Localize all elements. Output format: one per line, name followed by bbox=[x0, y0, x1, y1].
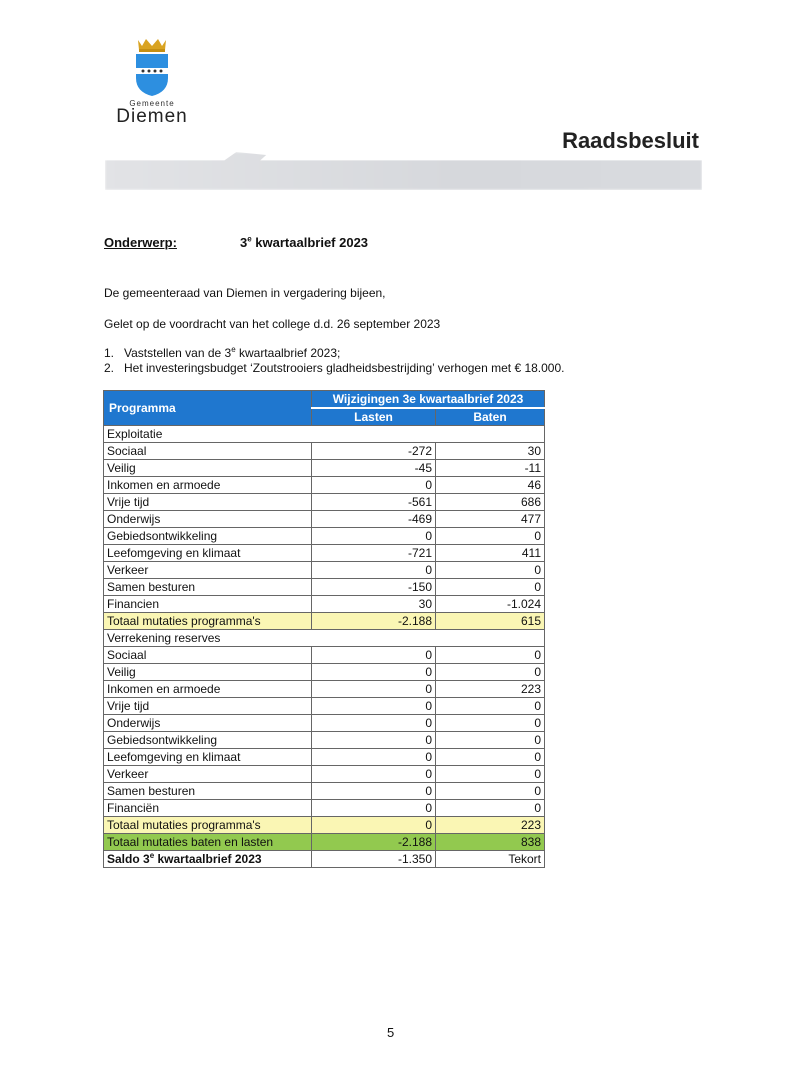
lasten-cell: 0 bbox=[312, 783, 436, 800]
table-row bbox=[104, 664, 545, 681]
table-row bbox=[104, 460, 545, 477]
programma-cell: Inkomen en armoede bbox=[104, 477, 312, 494]
baten-cell: 0 bbox=[436, 800, 545, 817]
saldo-row bbox=[104, 851, 545, 868]
page-number: 5 bbox=[387, 1025, 395, 1040]
table-row bbox=[104, 647, 545, 664]
lasten-cell: -2.188 bbox=[312, 834, 436, 851]
lasten-cell: 0 bbox=[312, 528, 436, 545]
header-baten: Baten bbox=[436, 408, 545, 426]
lasten-cell: 0 bbox=[312, 749, 436, 766]
programma-cell: Totaal mutaties programma's bbox=[104, 613, 312, 630]
programma-cell: Samen besturen bbox=[104, 579, 312, 596]
table-row bbox=[104, 732, 545, 749]
table-row bbox=[104, 511, 545, 528]
programma-cell: Financien bbox=[104, 596, 312, 613]
baten-cell: 0 bbox=[436, 562, 545, 579]
lasten-cell: -1.350 bbox=[312, 851, 436, 868]
baten-cell: Tekort bbox=[436, 851, 545, 868]
baten-cell: 0 bbox=[436, 579, 545, 596]
lasten-cell: 0 bbox=[312, 664, 436, 681]
baten-cell: 0 bbox=[436, 783, 545, 800]
programma-cell: Veilig bbox=[104, 664, 312, 681]
baten-cell: 838 bbox=[436, 834, 545, 851]
lasten-cell: 0 bbox=[312, 698, 436, 715]
baten-cell: 0 bbox=[436, 732, 545, 749]
table-row bbox=[104, 766, 545, 783]
lasten-cell: -2.188 bbox=[312, 613, 436, 630]
programma-cell: Vrije tijd bbox=[104, 698, 312, 715]
lasten-cell: 0 bbox=[312, 732, 436, 749]
lasten-cell: 0 bbox=[312, 817, 436, 834]
lasten-cell: 0 bbox=[312, 766, 436, 783]
total-row bbox=[104, 613, 545, 630]
baten-cell: 30 bbox=[436, 443, 545, 460]
programma-cell: Totaal mutaties baten en lasten bbox=[104, 834, 312, 851]
header-lasten: Lasten bbox=[312, 408, 436, 426]
lasten-cell: 0 bbox=[312, 477, 436, 494]
intro-paragraph: De gemeenteraad van Diemen in vergadering bijeen, bbox=[104, 286, 386, 300]
section-title: Verrekening reserves bbox=[104, 630, 545, 647]
list-item: 2. Het investeringsbudget ‘Zoutstrooiers gladheidsbestrijding’ verhogen met € 18.000. bbox=[104, 361, 565, 375]
programma-cell: Leefomgeving en klimaat bbox=[104, 545, 312, 562]
programma-cell: Gebiedsontwikkeling bbox=[104, 528, 312, 545]
programma-cell: Onderwijs bbox=[104, 715, 312, 732]
grand-total-row bbox=[104, 834, 545, 851]
programma-cell: Verkeer bbox=[104, 562, 312, 579]
baten-cell: -1.024 bbox=[436, 596, 545, 613]
lasten-cell: -272 bbox=[312, 443, 436, 460]
subject-value: 3e kwartaalbrief 2023 bbox=[240, 234, 369, 250]
baten-cell: 223 bbox=[436, 681, 545, 698]
logo-gemeente-text: Gemeente bbox=[129, 99, 175, 108]
table-row bbox=[104, 698, 545, 715]
lasten-cell: 0 bbox=[312, 715, 436, 732]
lasten-cell: 0 bbox=[312, 681, 436, 698]
table-row bbox=[104, 749, 545, 766]
baten-cell: 0 bbox=[436, 715, 545, 732]
baten-cell: 0 bbox=[436, 749, 545, 766]
decision-list bbox=[104, 346, 564, 376]
table-row bbox=[104, 528, 545, 545]
baten-cell: -11 bbox=[436, 460, 545, 477]
budget-table bbox=[103, 390, 545, 868]
baten-cell: 0 bbox=[436, 664, 545, 681]
table-row bbox=[104, 477, 545, 494]
table-row bbox=[104, 562, 545, 579]
document-title: Raadsbesluit bbox=[562, 128, 699, 153]
baten-cell: 411 bbox=[436, 545, 545, 562]
programma-cell: Gebiedsontwikkeling bbox=[104, 732, 312, 749]
section-header-row bbox=[104, 630, 545, 647]
programma-cell: Samen besturen bbox=[104, 783, 312, 800]
municipality-logo bbox=[112, 36, 192, 125]
baten-cell: 46 bbox=[436, 477, 545, 494]
header-programma: Programma bbox=[104, 391, 312, 426]
programma-cell: Leefomgeving en klimaat bbox=[104, 749, 312, 766]
table-row bbox=[104, 545, 545, 562]
lasten-cell: -469 bbox=[312, 511, 436, 528]
baten-cell: 0 bbox=[436, 766, 545, 783]
baten-cell: 0 bbox=[436, 647, 545, 664]
section-title: Exploitatie bbox=[104, 426, 545, 443]
lasten-cell: -561 bbox=[312, 494, 436, 511]
lasten-cell: 0 bbox=[312, 800, 436, 817]
lasten-cell: -45 bbox=[312, 460, 436, 477]
programma-cell: Onderwijs bbox=[104, 511, 312, 528]
programma-cell: Veilig bbox=[104, 460, 312, 477]
programma-cell: Verkeer bbox=[104, 766, 312, 783]
lasten-cell: -150 bbox=[312, 579, 436, 596]
baten-cell: 0 bbox=[436, 528, 545, 545]
table-row bbox=[104, 800, 545, 817]
crest-icon bbox=[132, 36, 172, 98]
baten-cell: 686 bbox=[436, 494, 545, 511]
header-wijzigingen: Wijzigingen 3e kwartaalbrief 2023 bbox=[312, 391, 545, 409]
table-row bbox=[104, 443, 545, 460]
table-row bbox=[104, 579, 545, 596]
table-row bbox=[104, 494, 545, 511]
subject-line bbox=[104, 234, 369, 250]
baten-cell: 0 bbox=[436, 698, 545, 715]
logo-diemen-text: Diemen bbox=[116, 106, 188, 127]
table-row bbox=[104, 596, 545, 613]
lasten-cell: 0 bbox=[312, 562, 436, 579]
baten-cell: 223 bbox=[436, 817, 545, 834]
table-row bbox=[104, 681, 545, 698]
baten-cell: 615 bbox=[436, 613, 545, 630]
list-item: 1. Vaststellen van de 3e kwartaalbrief 2023; bbox=[104, 345, 341, 360]
lasten-cell: 0 bbox=[312, 647, 436, 664]
programma-cell: Inkomen en armoede bbox=[104, 681, 312, 698]
table-row bbox=[104, 715, 545, 732]
programma-cell: Sociaal bbox=[104, 647, 312, 664]
gelet-paragraph: Gelet op de voordracht van het college d.d. 26 september 2023 bbox=[104, 317, 441, 331]
saldo-label: Saldo 3e kwartaalbrief 2023 bbox=[104, 851, 312, 868]
table-row bbox=[104, 783, 545, 800]
lasten-cell: -721 bbox=[312, 545, 436, 562]
decorative-banner bbox=[105, 152, 702, 190]
lasten-cell: 30 bbox=[312, 596, 436, 613]
subject-label: Onderwerp: bbox=[104, 235, 177, 250]
total-row bbox=[104, 817, 545, 834]
programma-cell: Totaal mutaties programma's bbox=[104, 817, 312, 834]
programma-cell: Vrije tijd bbox=[104, 494, 312, 511]
programma-cell: Sociaal bbox=[104, 443, 312, 460]
section-header-row bbox=[104, 426, 545, 443]
programma-cell: Financiën bbox=[104, 800, 312, 817]
baten-cell: 477 bbox=[436, 511, 545, 528]
